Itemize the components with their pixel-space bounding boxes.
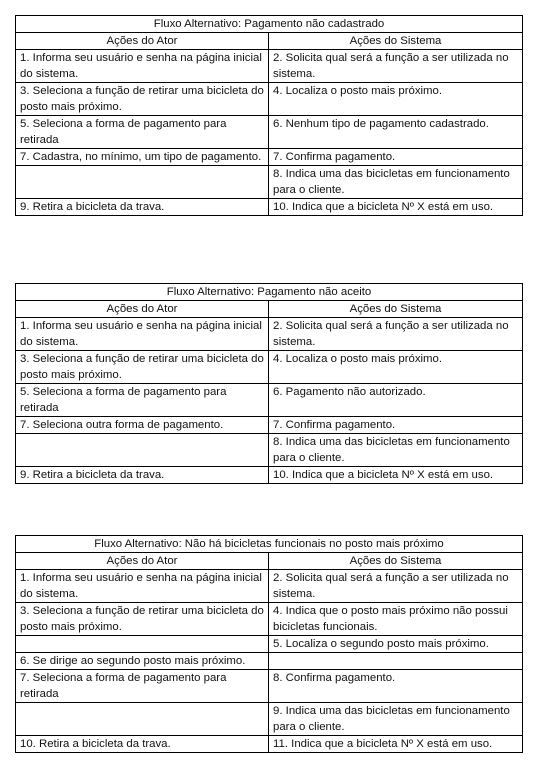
system-cell (269, 653, 523, 670)
table-row (16, 603, 523, 636)
flow-table-payment-not-accepted (15, 283, 523, 484)
system-cell: 8. Confirma pagamento. (269, 670, 523, 703)
actor-cell (16, 703, 269, 736)
table-row (16, 166, 523, 199)
actor-cell: 9. Retira a bicicleta da trava. (16, 199, 269, 216)
actor-cell: 1. Informa seu usuário e senha na página inicial do sistema. (16, 50, 269, 83)
table-row (16, 670, 523, 703)
actor-cell: 7. Seleciona outra forma de pagamento. (16, 417, 269, 434)
flow-table-payment-not-registered (15, 15, 523, 216)
table-row (16, 736, 523, 753)
table-row (16, 50, 523, 83)
system-cell: 10. Indica que a bicicleta Nº X está em uso. (269, 467, 523, 484)
system-cell: 6. Nenhum tipo de pagamento cadastrado. (269, 116, 523, 149)
system-cell: 2. Solicita qual será a função a ser utilizada no sistema. (269, 570, 523, 603)
table-row (16, 199, 523, 216)
system-cell: 11. Indica que a bicicleta Nº X está em uso. (269, 736, 523, 753)
table-title: Fluxo Alternativo: Pagamento não aceito (16, 284, 523, 301)
table-row (16, 636, 523, 653)
actor-cell (16, 166, 269, 199)
flow-table-no-functional-bikes (15, 535, 523, 753)
system-cell: 8. Indica uma das bicicletas em funcionamento para o cliente. (269, 166, 523, 199)
column-header-actor: Ações do Ator (16, 33, 269, 50)
column-header-actor: Ações do Ator (16, 301, 269, 318)
actor-cell (16, 434, 269, 467)
column-header-system: Ações do Sistema (269, 553, 523, 570)
system-cell: 4. Indica que o posto mais próximo não possui bicicletas funcionais. (269, 603, 523, 636)
actor-cell: 1. Informa seu usuário e senha na página inicial do sistema. (16, 570, 269, 603)
system-cell: 8. Indica uma das bicicletas em funcionamento para o cliente. (269, 434, 523, 467)
actor-cell: 5. Seleciona a forma de pagamento para retirada (16, 116, 269, 149)
actor-cell: 7. Seleciona a forma de pagamento para retirada (16, 670, 269, 703)
table-row (16, 467, 523, 484)
system-cell: 10. Indica que a bicicleta Nº X está em uso. (269, 199, 523, 216)
table-row (16, 417, 523, 434)
table-row (16, 149, 523, 166)
actor-cell (16, 636, 269, 653)
actor-cell: 9. Retira a bicicleta da trava. (16, 467, 269, 484)
table-row (16, 703, 523, 736)
system-cell: 4. Localiza o posto mais próximo. (269, 83, 523, 116)
actor-cell: 3. Seleciona a função de retirar uma bicicleta do posto mais próximo. (16, 603, 269, 636)
actor-cell: 6. Se dirige ao segundo posto mais próximo. (16, 653, 269, 670)
column-header-actor: Ações do Ator (16, 553, 269, 570)
table-row (16, 434, 523, 467)
table-row (16, 384, 523, 417)
actor-cell: 5. Seleciona a forma de pagamento para retirada (16, 384, 269, 417)
actor-cell: 3. Seleciona a função de retirar uma bicicleta do posto mais próximo. (16, 351, 269, 384)
table-row (16, 351, 523, 384)
table-title: Fluxo Alternativo: Pagamento não cadastrado (16, 16, 523, 33)
system-cell: 7. Confirma pagamento. (269, 417, 523, 434)
table-row (16, 116, 523, 149)
table-row (16, 318, 523, 351)
system-cell: 9. Indica uma das bicicletas em funcionamento para o cliente. (269, 703, 523, 736)
system-cell: 4. Localiza o posto mais próximo. (269, 351, 523, 384)
table-row (16, 653, 523, 670)
system-cell: 5. Localiza o segundo posto mais próximo. (269, 636, 523, 653)
table-row (16, 570, 523, 603)
table-row (16, 83, 523, 116)
system-cell: 2. Solicita qual será a função a ser utilizada no sistema. (269, 318, 523, 351)
actor-cell: 1. Informa seu usuário e senha na página inicial do sistema. (16, 318, 269, 351)
actor-cell: 3. Seleciona a função de retirar uma bicicleta do posto mais próximo. (16, 83, 269, 116)
table-title: Fluxo Alternativo: Não há bicicletas funcionais no posto mais próximo (16, 536, 523, 553)
system-cell: 6. Pagamento não autorizado. (269, 384, 523, 417)
column-header-system: Ações do Sistema (269, 301, 523, 318)
actor-cell: 10. Retira a bicicleta da trava. (16, 736, 269, 753)
system-cell: 2. Solicita qual será a função a ser utilizada no sistema. (269, 50, 523, 83)
actor-cell: 7. Cadastra, no mínimo, um tipo de pagamento. (16, 149, 269, 166)
column-header-system: Ações do Sistema (269, 33, 523, 50)
system-cell: 7. Confirma pagamento. (269, 149, 523, 166)
